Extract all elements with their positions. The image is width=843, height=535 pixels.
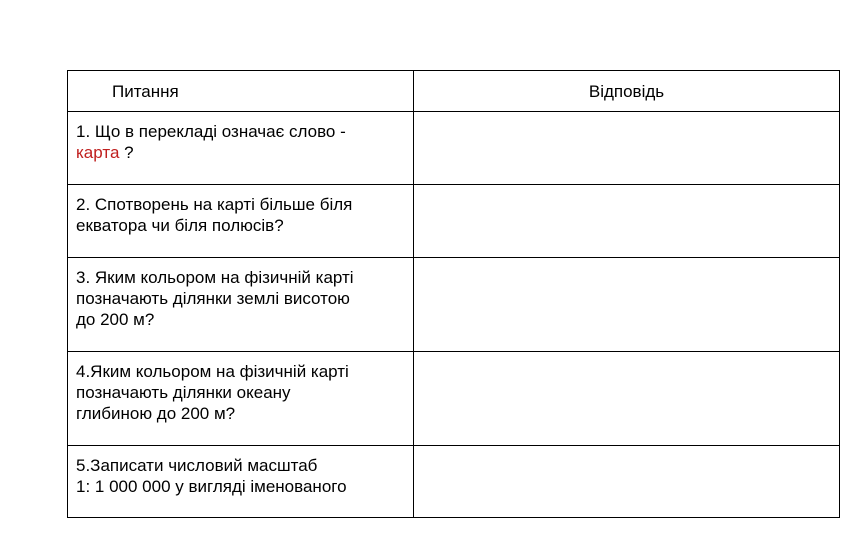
header-question: Питання <box>68 71 414 112</box>
questions-table <box>67 70 840 518</box>
answer-cell-3[interactable] <box>414 258 840 352</box>
answer-cell-2[interactable] <box>414 185 840 258</box>
answer-cell-5[interactable] <box>414 446 840 518</box>
table-row <box>68 446 840 518</box>
question-2-line-1: 2. Спотворень на карті більше біля <box>76 195 353 214</box>
question-cell-3 <box>68 258 414 352</box>
question-1-line-1 <box>76 121 407 142</box>
question-5-line-2: 1: 1 000 000 у вигляді іменованого <box>76 477 347 496</box>
question-cell-4 <box>68 352 414 446</box>
question-3-line-3: до 200 м? <box>76 310 155 329</box>
header-answer: Відповідь <box>414 71 840 112</box>
question-1-line-2 <box>76 142 407 163</box>
question-1-suffix: ? <box>119 143 134 162</box>
table-row <box>68 352 840 446</box>
question-4-line-3: глибиною до 200 м? <box>76 404 236 423</box>
table-row <box>68 112 840 185</box>
table-row <box>68 258 840 352</box>
question-1-text: Що в перекладі означає слово - <box>94 122 346 141</box>
question-cell-1 <box>68 112 414 185</box>
question-4-line-2: позначають ділянки океану <box>76 383 291 402</box>
answer-cell-1[interactable] <box>414 112 840 185</box>
table-header-row <box>68 71 840 112</box>
question-2-line-2: екватора чи біля полюсів? <box>76 216 284 235</box>
question-4-line-1: 4.Яким кольором на фізичній карті <box>76 362 349 381</box>
question-3-line-1: 3. Яким кольором на фізичній карті <box>76 268 354 287</box>
table-row <box>68 185 840 258</box>
question-cell-5 <box>68 446 414 518</box>
highlighted-word: карта <box>76 143 120 162</box>
answer-cell-4[interactable] <box>414 352 840 446</box>
question-3-line-2: позначають ділянки землі висотою <box>76 289 350 308</box>
question-5-line-1: 5.Записати числовий масштаб <box>76 456 318 475</box>
question-1-number: 1. <box>76 122 91 141</box>
question-cell-2 <box>68 185 414 258</box>
